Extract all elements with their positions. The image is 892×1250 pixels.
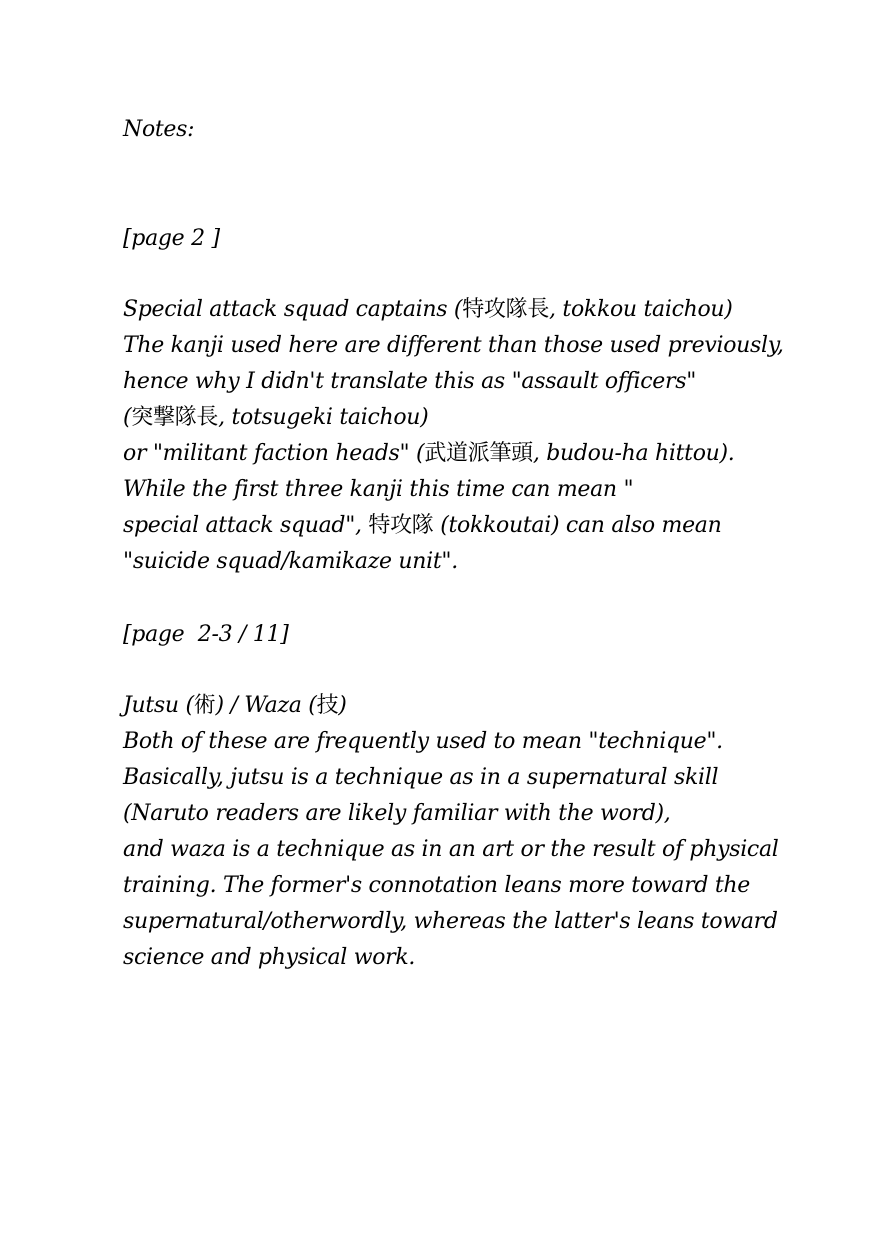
kanji-text: 術	[193, 693, 216, 718]
kanji-text: 技	[316, 693, 339, 718]
note-line: "suicide squad/kamikaze unit".	[123, 549, 458, 574]
page-marker-2: [page 2-3 / 11]	[123, 622, 289, 647]
note-line: supernatural/otherwordly, whereas the latter's leans toward	[123, 909, 778, 934]
note-line: While the first three kanji this time can mean "	[123, 477, 634, 502]
notes-heading: Notes:	[123, 117, 195, 142]
kanji-text: 特攻隊長	[462, 297, 550, 322]
note-line: (突撃隊長, totsugeki taichou)	[123, 405, 429, 430]
note-line: and waza is a technique as in an art or the result of physical	[123, 837, 779, 862]
kanji-text: 武道派筆頭	[424, 441, 533, 466]
note-line: or "militant faction heads" (武道派筆頭, budou-ha hittou).	[123, 441, 735, 466]
note-line: Basically, jutsu is a technique as in a supernatural skill	[123, 765, 719, 790]
note-line: special attack squad", 特攻隊 (tokkoutai) can also mean	[123, 513, 722, 538]
page-marker-1: [page 2 ]	[123, 226, 220, 251]
kanji-text: 突撃隊長	[131, 405, 219, 430]
note-line: Both of these are frequently used to mean "technique".	[123, 729, 723, 754]
note-line: training. The former's connotation leans more toward the	[123, 873, 750, 898]
note-line: science and physical work.	[123, 945, 416, 970]
note-line: The kanji used here are different than those used previously,	[123, 333, 784, 358]
note-line: (Naruto readers are likely familiar with the word),	[123, 801, 671, 826]
note-line: Jutsu (術) / Waza (技)	[123, 693, 347, 718]
note-line: Special attack squad captains (特攻隊長, tokkou taichou)	[123, 297, 733, 322]
kanji-text: 特攻隊	[368, 513, 434, 538]
note-line: hence why I didn't translate this as "assault officers"	[123, 369, 697, 394]
